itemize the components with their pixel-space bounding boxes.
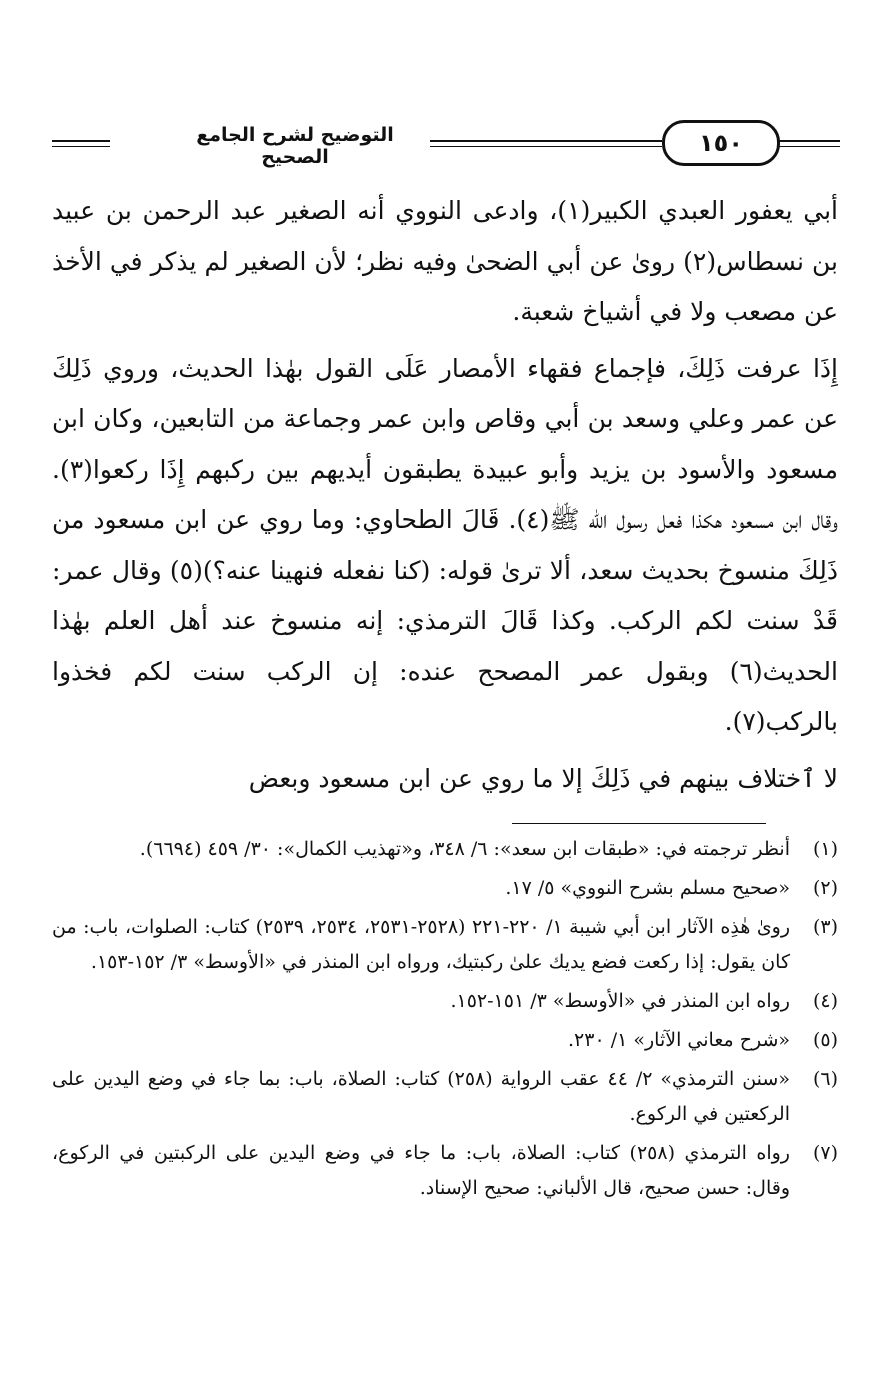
- footnote-text: «صحيح مسلم بشرح النووي» ٥/ ١٧.: [505, 877, 790, 899]
- footnote-number: (٥): [812, 1029, 838, 1051]
- running-title: التوضيح لشرح الجامع الصحيح: [160, 124, 430, 168]
- footnote-text: أنظر ترجمته في: «طبقات ابن سعد»: ٦/ ٣٤٨، و«تهذيب الكمال»: ٣٠/ ٤٥٩ (٦٦٩٤).: [139, 838, 790, 860]
- footnote-text: روىٰ هٰذِه الآثار ابن أبي شيبة ١/ ٢٢٠-٢٢١ (٢٥٢٨-٢٥٣١، ٢٥٣٤، ٢٥٣٩) كتاب: الصلوات، باب: من كان يقول: إذا ركعت فضع يديك علىٰ ركبتيك، ورواه ابن المنذر في «الأوسط» ٣/ ١٥٢-١٥٣.: [52, 916, 791, 973]
- page-number-badge: [662, 120, 780, 166]
- page-header: [50, 118, 840, 170]
- footnote: [52, 910, 838, 980]
- footnote: [52, 871, 838, 906]
- paragraph: إِذَا عرفت ذَلِكَ، فإجماع فقهاء الأمصار عَلَى القول بهٰذا الحديث، وروي ذَلِكَ عن عمر وعلي وسعد بن أبي وقاص وابن عمر وجماعة من التابعين، وكان ابن مسعود والأسود بن يزيد وأبو عبيدة يطبقون أيديهم بين ركبهم إِذَا ركعوا(٣). وقال ابن مسعود هكذا فعل رسول الله ﷺ(٤). قَالَ الطحاوي: وما روي عن ابن مسعود من ذَلِكَ منسوخ بحديث سعد، ألا ترىٰ قوله: (كنا نفعله فنهينا عنه؟)(٥) وقال عمر: قَدْ سنت لكم الركب. وكذا قَالَ الترمذي: إنه منسوخ عند أهل العلم بهٰذا الحديث(٦) وبقول عمر المصحح عنده: إن الركب سنت لكم فخذوا بالركب(٧).: [52, 353, 839, 736]
- footnotes: [52, 832, 838, 1210]
- footnote-number: (٤): [812, 990, 838, 1012]
- footnote: [52, 1062, 838, 1132]
- main-text: [52, 186, 838, 804]
- footnote-number: (٢): [812, 877, 838, 899]
- footnote-text: رواه الترمذي (٢٥٨) كتاب: الصلاة، باب: ما جاء في وضع اليدين على الركبتين في الركوع، وقال: حسن صحيح، قال الألباني: صحيح الإسناد.: [52, 1142, 790, 1199]
- header-rule-right: [774, 140, 840, 142]
- paragraph: لا ٱختلاف بينهم في ذَلِكَ إلا ما روي عن ابن مسعود وبعض: [248, 763, 838, 793]
- footnote-number: (٧): [812, 1142, 838, 1164]
- header-rule-left: [52, 140, 110, 142]
- header-rule-left-thin: [52, 146, 110, 147]
- header-rule-right-thin: [774, 146, 840, 147]
- footnote-number: (٣): [812, 916, 838, 938]
- footnote: [52, 1023, 838, 1058]
- footnote-text: رواه ابن المنذر في «الأوسط» ٣/ ١٥١-١٥٢.: [450, 990, 790, 1012]
- footnote-text: «سنن الترمذي» ٢/ ٤٤ عقب الرواية (٢٥٨) كتاب: الصلاة، باب: بما جاء في وضع اليدين على الركعتين في الركوع.: [52, 1068, 790, 1125]
- footnote-separator: [512, 823, 766, 824]
- footnote: [52, 1136, 838, 1206]
- footnote: [52, 984, 838, 1019]
- footnote-number: (٦): [812, 1068, 838, 1090]
- page-number: ١٥٠: [699, 129, 743, 157]
- paragraph: أبي يعفور العبدي الكبير(١)، وادعى النووي أنه الصغير عبد الرحمن بن عبيد بن نسطاس(٢) روىٰ عن أبي الضحىٰ وفيه نظر؛ لأن الصغير لم يذكر في الأخذ عن مصعب ولا في أشياخ شعبة.: [52, 196, 838, 326]
- footnote-text: «شرح معاني الآثار» ١/ ٢٣٠.: [567, 1029, 790, 1051]
- footnote-number: (١): [812, 838, 838, 860]
- footnote: [52, 832, 838, 867]
